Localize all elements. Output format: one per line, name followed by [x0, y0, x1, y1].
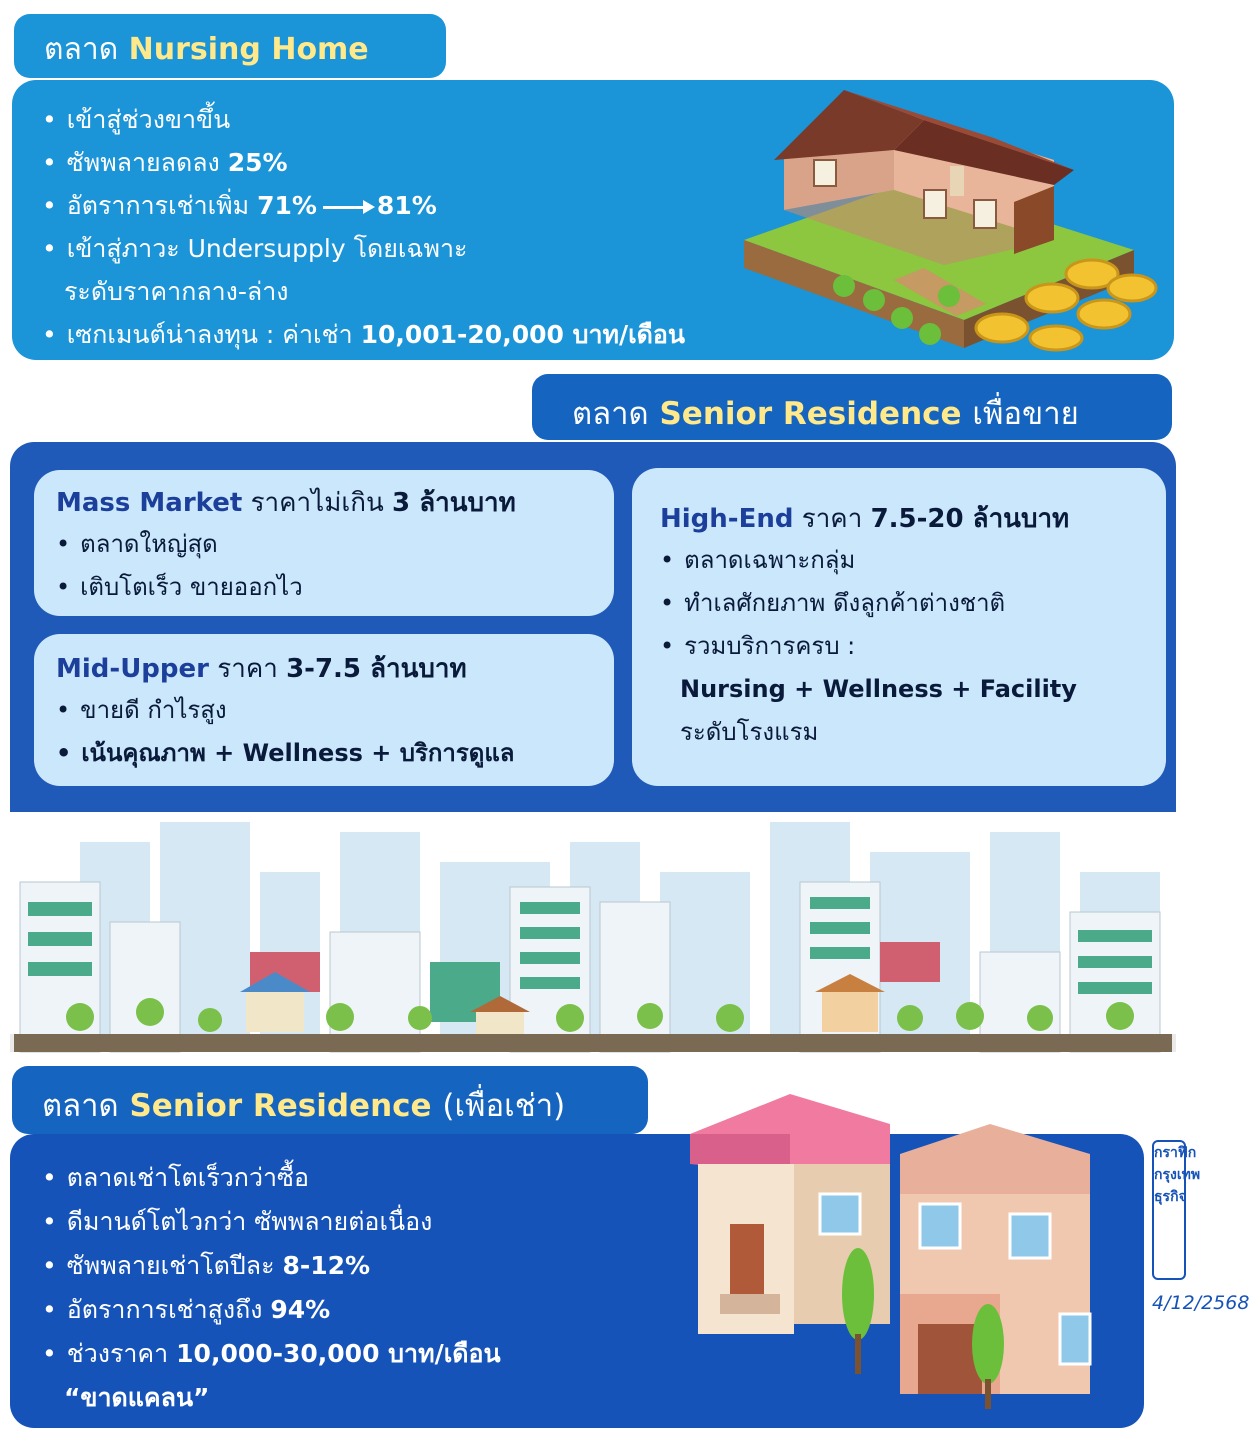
senior-sale-title [532, 374, 1172, 440]
list-item: Nursing + Wellness + Facility [680, 675, 1077, 703]
coins-illustration [972, 256, 1162, 356]
list-item: • เข้าสู่ภาวะ Undersupply โดยเฉพาะ [42, 227, 1174, 270]
list-item: • ตลาดใหญ่สุด [56, 523, 614, 566]
list-item: • ดีมานด์โตไวกว่า ซัพพลายต่อเนื่อง [42, 1200, 1144, 1244]
list-item: • เซกเมนต์น่าลงทุน : ค่าเช่า 10,001-20,000 บาท/เดือน [42, 313, 1174, 356]
senior-sale-title-prefix: ตลาด [572, 396, 649, 432]
source-credit: กราฟิก กรุงเทพธุรกิจ [1152, 1140, 1186, 1280]
list-item: • อัตราการเช่าเพิ่ม 71% 81% [42, 184, 1174, 227]
senior-rent-title-prefix: ตลาด [42, 1088, 119, 1124]
senior-rent-title [12, 1066, 648, 1134]
nursing-home-panel [12, 80, 1174, 360]
senior-rent-title-main: Senior Residence [129, 1088, 432, 1124]
list-item: • เติบโตเร็ว ขายออกไว [56, 566, 614, 609]
list-item: • รวมบริการครบ : [660, 625, 1166, 668]
nursing-title-main: Nursing Home [128, 32, 369, 67]
list-item: ระดับราคากลาง-ล่าง [64, 277, 289, 306]
list-item: • เน้นคุณภาพ + Wellness + บริการดูแล [56, 732, 614, 775]
mass-market-card [34, 470, 614, 616]
date-credit: 4/12/2568 [1152, 1292, 1249, 1314]
ground-strip [14, 1034, 1172, 1052]
list-item: • ซัพพลายลดลง 25% [42, 141, 1174, 184]
list-item: • ขายดี กำไรสูง [56, 689, 614, 732]
senior-rent-title-suffix: (เพื่อเช่า) [442, 1088, 566, 1124]
senior-sale-title-suffix: เพื่อขาย [972, 396, 1079, 432]
senior-rent-panel [10, 1134, 1144, 1428]
list-item: • ซัพพลายเช่าโตปีละ 8-12% [42, 1244, 1144, 1288]
list-item: • ทำเลศักยภาพ ดึงลูกค้าต่างชาติ [660, 582, 1166, 625]
list-item: “ขาดแคลน” [64, 1383, 210, 1412]
list-item: • เข้าสู่ช่วงขาขึ้น [42, 98, 1174, 141]
nursing-title-prefix: ตลาด [44, 32, 119, 67]
high-end-card [632, 468, 1166, 786]
high-end-heading: High-End ราคา 7.5-20 ล้านบาท [660, 504, 1070, 534]
mid-upper-heading: Mid-Upper ราคา 3-7.5 ล้านบาท [56, 654, 467, 684]
senior-sale-title-main: Senior Residence [659, 396, 962, 432]
list-item: • อัตราการเช่าสูงถึง 94% [42, 1288, 1144, 1332]
list-item: ระดับโรงแรม [680, 718, 819, 746]
mid-upper-card [34, 634, 614, 786]
right-arrow-icon [323, 206, 371, 209]
townhouses-illustration [670, 1094, 1130, 1424]
cityscape-illustration [10, 812, 1176, 1052]
list-item: • ตลาดเช่าโตเร็วกว่าซื้อ [42, 1156, 1144, 1200]
list-item: • ช่วงราคา 10,000-30,000 บาท/เดือน [42, 1332, 1144, 1376]
list-item: • ตลาดเฉพาะกลุ่ม [660, 539, 1166, 582]
nursing-home-title [14, 14, 446, 78]
mass-market-heading: Mass Market ราคาไม่เกิน 3 ล้านบาท [56, 488, 516, 518]
senior-sale-panel [10, 442, 1176, 1052]
